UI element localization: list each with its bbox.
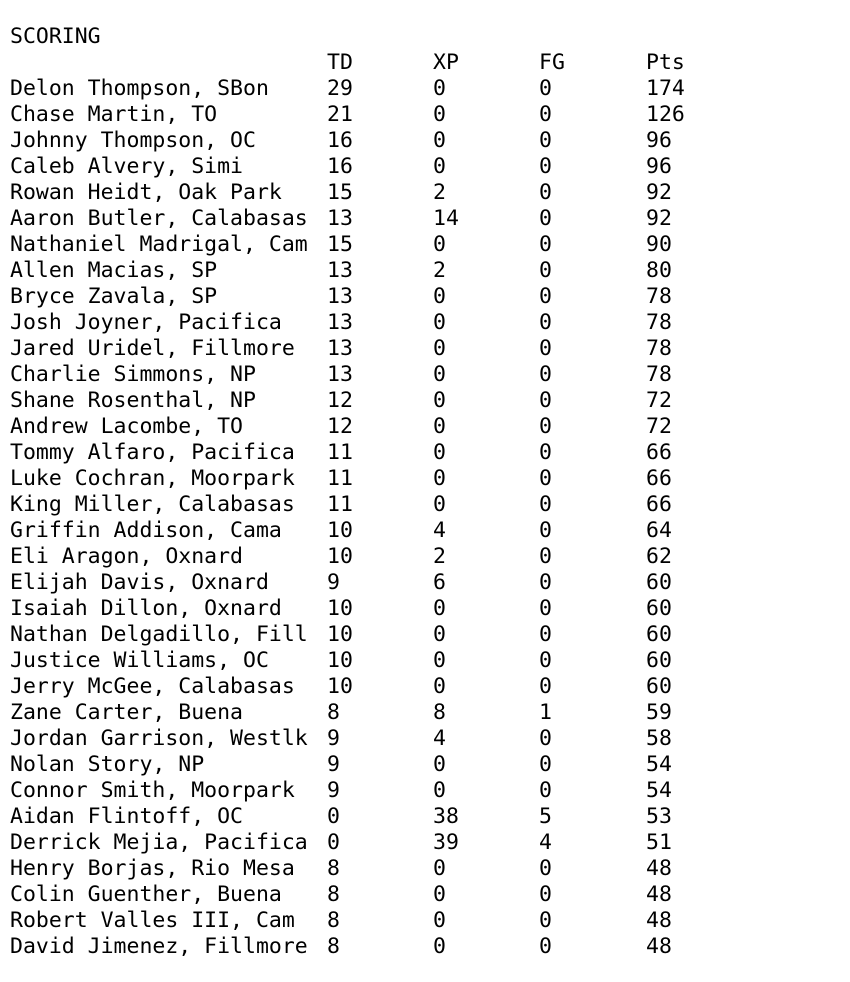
- pts-value: 72: [646, 414, 672, 439]
- pts-value: 48: [646, 934, 672, 959]
- pts-value: 92: [646, 206, 672, 231]
- xp-value: 0: [433, 596, 446, 621]
- fg-value: 0: [539, 414, 552, 439]
- table-row: [10, 596, 672, 622]
- fg-value: 0: [539, 674, 552, 699]
- xp-value: 8: [433, 700, 446, 725]
- player-name: Nolan Story, NP: [10, 752, 205, 777]
- table-row: [10, 830, 672, 856]
- td-value: 10: [327, 648, 353, 673]
- header-xp: XP: [433, 50, 459, 75]
- fg-value: 0: [539, 726, 552, 751]
- xp-value: 0: [433, 388, 446, 413]
- player-name: Jared Uridel, Fillmore: [10, 336, 295, 361]
- td-value: 13: [327, 206, 353, 231]
- player-name: Henry Borjas, Rio Mesa: [10, 856, 295, 881]
- scoring-document: [10, 24, 685, 960]
- td-value: 8: [327, 934, 340, 959]
- table-row: [10, 206, 672, 232]
- section-title: SCORING: [10, 24, 101, 49]
- player-name: Shane Rosenthal, NP: [10, 388, 256, 413]
- td-value: 10: [327, 544, 353, 569]
- player-name: Luke Cochran, Moorpark: [10, 466, 295, 491]
- td-value: 13: [327, 258, 353, 283]
- td-value: 10: [327, 518, 353, 543]
- pts-value: 174: [646, 76, 685, 101]
- td-value: 10: [327, 622, 353, 647]
- xp-value: 14: [433, 206, 459, 231]
- table-row: [10, 570, 672, 596]
- td-value: 13: [327, 284, 353, 309]
- player-name: Justice Williams, OC: [10, 648, 269, 673]
- player-name: Nathaniel Madrigal, Cam: [10, 232, 308, 257]
- player-name: Colin Guenther, Buena: [10, 882, 282, 907]
- player-name: Elijah Davis, Oxnard: [10, 570, 269, 595]
- xp-value: 0: [433, 648, 446, 673]
- td-value: 9: [327, 726, 340, 751]
- pts-value: 54: [646, 778, 672, 803]
- pts-value: 48: [646, 856, 672, 881]
- player-name: Jerry McGee, Calabasas: [10, 674, 295, 699]
- fg-value: 0: [539, 76, 552, 101]
- player-name: Charlie Simmons, NP: [10, 362, 256, 387]
- table-row: [10, 492, 672, 518]
- xp-value: 2: [433, 258, 446, 283]
- fg-value: 0: [539, 648, 552, 673]
- pts-value: 78: [646, 310, 672, 335]
- td-value: 0: [327, 830, 340, 855]
- pts-value: 90: [646, 232, 672, 257]
- fg-value: 0: [539, 310, 552, 335]
- td-value: 9: [327, 752, 340, 777]
- xp-value: 4: [433, 518, 446, 543]
- pts-value: 78: [646, 284, 672, 309]
- pts-value: 96: [646, 154, 672, 179]
- player-name: David Jimenez, Fillmore: [10, 934, 308, 959]
- td-value: 29: [327, 76, 353, 101]
- xp-value: 0: [433, 674, 446, 699]
- xp-value: 0: [433, 284, 446, 309]
- fg-value: 0: [539, 440, 552, 465]
- table-row: [10, 700, 672, 726]
- table-row: [10, 882, 672, 908]
- player-name: Jordan Garrison, Westlk: [10, 726, 308, 751]
- table-row: [10, 258, 672, 284]
- player-name: Nathan Delgadillo, Fill: [10, 622, 308, 647]
- table-row: [10, 388, 672, 414]
- xp-value: 0: [433, 466, 446, 491]
- xp-value: 0: [433, 362, 446, 387]
- fg-value: 0: [539, 934, 552, 959]
- table-row: [10, 284, 672, 310]
- table-row: [10, 414, 672, 440]
- player-name: Aidan Flintoff, OC: [10, 804, 243, 829]
- pts-value: 48: [646, 882, 672, 907]
- header-pts: Pts: [646, 50, 685, 75]
- table-row: [10, 544, 672, 570]
- pts-value: 60: [646, 596, 672, 621]
- table-row: [10, 336, 672, 362]
- td-value: 10: [327, 674, 353, 699]
- td-value: 15: [327, 180, 353, 205]
- fg-value: 0: [539, 284, 552, 309]
- pts-value: 48: [646, 908, 672, 933]
- td-value: 12: [327, 414, 353, 439]
- pts-value: 58: [646, 726, 672, 751]
- player-name: Zane Carter, Buena: [10, 700, 243, 725]
- pts-value: 126: [646, 102, 685, 127]
- xp-value: 39: [433, 830, 459, 855]
- fg-value: 1: [539, 700, 552, 725]
- td-value: 8: [327, 856, 340, 881]
- xp-value: 0: [433, 102, 446, 127]
- player-name: Rowan Heidt, Oak Park: [10, 180, 282, 205]
- table-row: [10, 102, 685, 128]
- pts-value: 78: [646, 336, 672, 361]
- table-row: [10, 908, 672, 934]
- td-value: 8: [327, 908, 340, 933]
- fg-value: 0: [539, 518, 552, 543]
- xp-value: 0: [433, 336, 446, 361]
- table-row: [10, 856, 672, 882]
- xp-value: 0: [433, 128, 446, 153]
- xp-value: 0: [433, 440, 446, 465]
- td-value: 21: [327, 102, 353, 127]
- xp-value: 0: [433, 908, 446, 933]
- fg-value: 0: [539, 596, 552, 621]
- table-row: [10, 128, 672, 154]
- header-row: [10, 50, 685, 76]
- xp-value: 6: [433, 570, 446, 595]
- pts-value: 66: [646, 440, 672, 465]
- pts-value: 59: [646, 700, 672, 725]
- pts-value: 72: [646, 388, 672, 413]
- header-td: TD: [327, 50, 353, 75]
- table-row: [10, 804, 672, 830]
- fg-value: 4: [539, 830, 552, 855]
- player-name: Andrew Lacombe, TO: [10, 414, 243, 439]
- xp-value: 38: [433, 804, 459, 829]
- td-value: 13: [327, 336, 353, 361]
- table-row: [10, 518, 672, 544]
- pts-value: 60: [646, 674, 672, 699]
- fg-value: 0: [539, 570, 552, 595]
- td-value: 11: [327, 466, 353, 491]
- player-name: Delon Thompson, SBon: [10, 76, 269, 101]
- fg-value: 0: [539, 752, 552, 777]
- table-row: [10, 622, 672, 648]
- td-value: 9: [327, 778, 340, 803]
- xp-value: 0: [433, 934, 446, 959]
- header-fg: FG: [539, 50, 565, 75]
- xp-value: 0: [433, 232, 446, 257]
- fg-value: 0: [539, 206, 552, 231]
- player-name: Connor Smith, Moorpark: [10, 778, 295, 803]
- xp-value: 4: [433, 726, 446, 751]
- pts-value: 53: [646, 804, 672, 829]
- player-name: Aaron Butler, Calabasas: [10, 206, 308, 231]
- xp-value: 0: [433, 752, 446, 777]
- fg-value: 0: [539, 882, 552, 907]
- table-row: [10, 362, 672, 388]
- fg-value: 0: [539, 544, 552, 569]
- table-row: [10, 934, 672, 960]
- fg-value: 0: [539, 492, 552, 517]
- fg-value: 0: [539, 778, 552, 803]
- table-row: [10, 310, 672, 336]
- td-value: 0: [327, 804, 340, 829]
- xp-value: 0: [433, 882, 446, 907]
- pts-value: 60: [646, 648, 672, 673]
- td-value: 11: [327, 440, 353, 465]
- td-value: 12: [327, 388, 353, 413]
- player-name: Griffin Addison, Cama: [10, 518, 282, 543]
- fg-value: 0: [539, 128, 552, 153]
- fg-value: 0: [539, 154, 552, 179]
- td-value: 13: [327, 362, 353, 387]
- fg-value: 0: [539, 388, 552, 413]
- fg-value: 0: [539, 466, 552, 491]
- table-row: [10, 648, 672, 674]
- xp-value: 2: [433, 180, 446, 205]
- fg-value: 0: [539, 908, 552, 933]
- player-name: Josh Joyner, Pacifica: [10, 310, 282, 335]
- pts-value: 66: [646, 492, 672, 517]
- player-name: Eli Aragon, Oxnard: [10, 544, 243, 569]
- fg-value: 0: [539, 362, 552, 387]
- xp-value: 0: [433, 492, 446, 517]
- td-value: 16: [327, 154, 353, 179]
- td-value: 10: [327, 596, 353, 621]
- pts-value: 60: [646, 622, 672, 647]
- table-row: [10, 466, 672, 492]
- td-value: 9: [327, 570, 340, 595]
- table-row: [10, 440, 672, 466]
- td-value: 8: [327, 882, 340, 907]
- pts-value: 92: [646, 180, 672, 205]
- table-row: [10, 752, 672, 778]
- fg-value: 0: [539, 258, 552, 283]
- player-name: Chase Martin, TO: [10, 102, 218, 127]
- fg-value: 0: [539, 622, 552, 647]
- xp-value: 0: [433, 310, 446, 335]
- fg-value: 0: [539, 856, 552, 881]
- td-value: 16: [327, 128, 353, 153]
- pts-value: 54: [646, 752, 672, 777]
- fg-value: 5: [539, 804, 552, 829]
- player-name: Caleb Alvery, Simi: [10, 154, 243, 179]
- fg-value: 0: [539, 232, 552, 257]
- table-row: [10, 154, 672, 180]
- xp-value: 0: [433, 622, 446, 647]
- pts-value: 96: [646, 128, 672, 153]
- pts-value: 66: [646, 466, 672, 491]
- xp-value: 2: [433, 544, 446, 569]
- xp-value: 0: [433, 778, 446, 803]
- pts-value: 62: [646, 544, 672, 569]
- table-row: [10, 232, 672, 258]
- fg-value: 0: [539, 102, 552, 127]
- scoring-rows: [10, 76, 685, 960]
- pts-value: 80: [646, 258, 672, 283]
- td-value: 8: [327, 700, 340, 725]
- pts-value: 78: [646, 362, 672, 387]
- td-value: 13: [327, 310, 353, 335]
- td-value: 15: [327, 232, 353, 257]
- table-row: [10, 76, 685, 102]
- pts-value: 64: [646, 518, 672, 543]
- table-row: [10, 726, 672, 752]
- player-name: Johnny Thompson, OC: [10, 128, 256, 153]
- player-name: Bryce Zavala, SP: [10, 284, 218, 309]
- pts-value: 60: [646, 570, 672, 595]
- xp-value: 0: [433, 76, 446, 101]
- xp-value: 0: [433, 414, 446, 439]
- pts-value: 51: [646, 830, 672, 855]
- player-name: Derrick Mejia, Pacifica: [10, 830, 308, 855]
- table-row: [10, 674, 672, 700]
- fg-value: 0: [539, 180, 552, 205]
- player-name: Allen Macias, SP: [10, 258, 218, 283]
- player-name: Isaiah Dillon, Oxnard: [10, 596, 282, 621]
- xp-value: 0: [433, 856, 446, 881]
- table-row: [10, 180, 672, 206]
- fg-value: 0: [539, 336, 552, 361]
- td-value: 11: [327, 492, 353, 517]
- xp-value: 0: [433, 154, 446, 179]
- player-name: Tommy Alfaro, Pacifica: [10, 440, 295, 465]
- player-name: King Miller, Calabasas: [10, 492, 295, 517]
- table-row: [10, 778, 672, 804]
- player-name: Robert Valles III, Cam: [10, 908, 295, 933]
